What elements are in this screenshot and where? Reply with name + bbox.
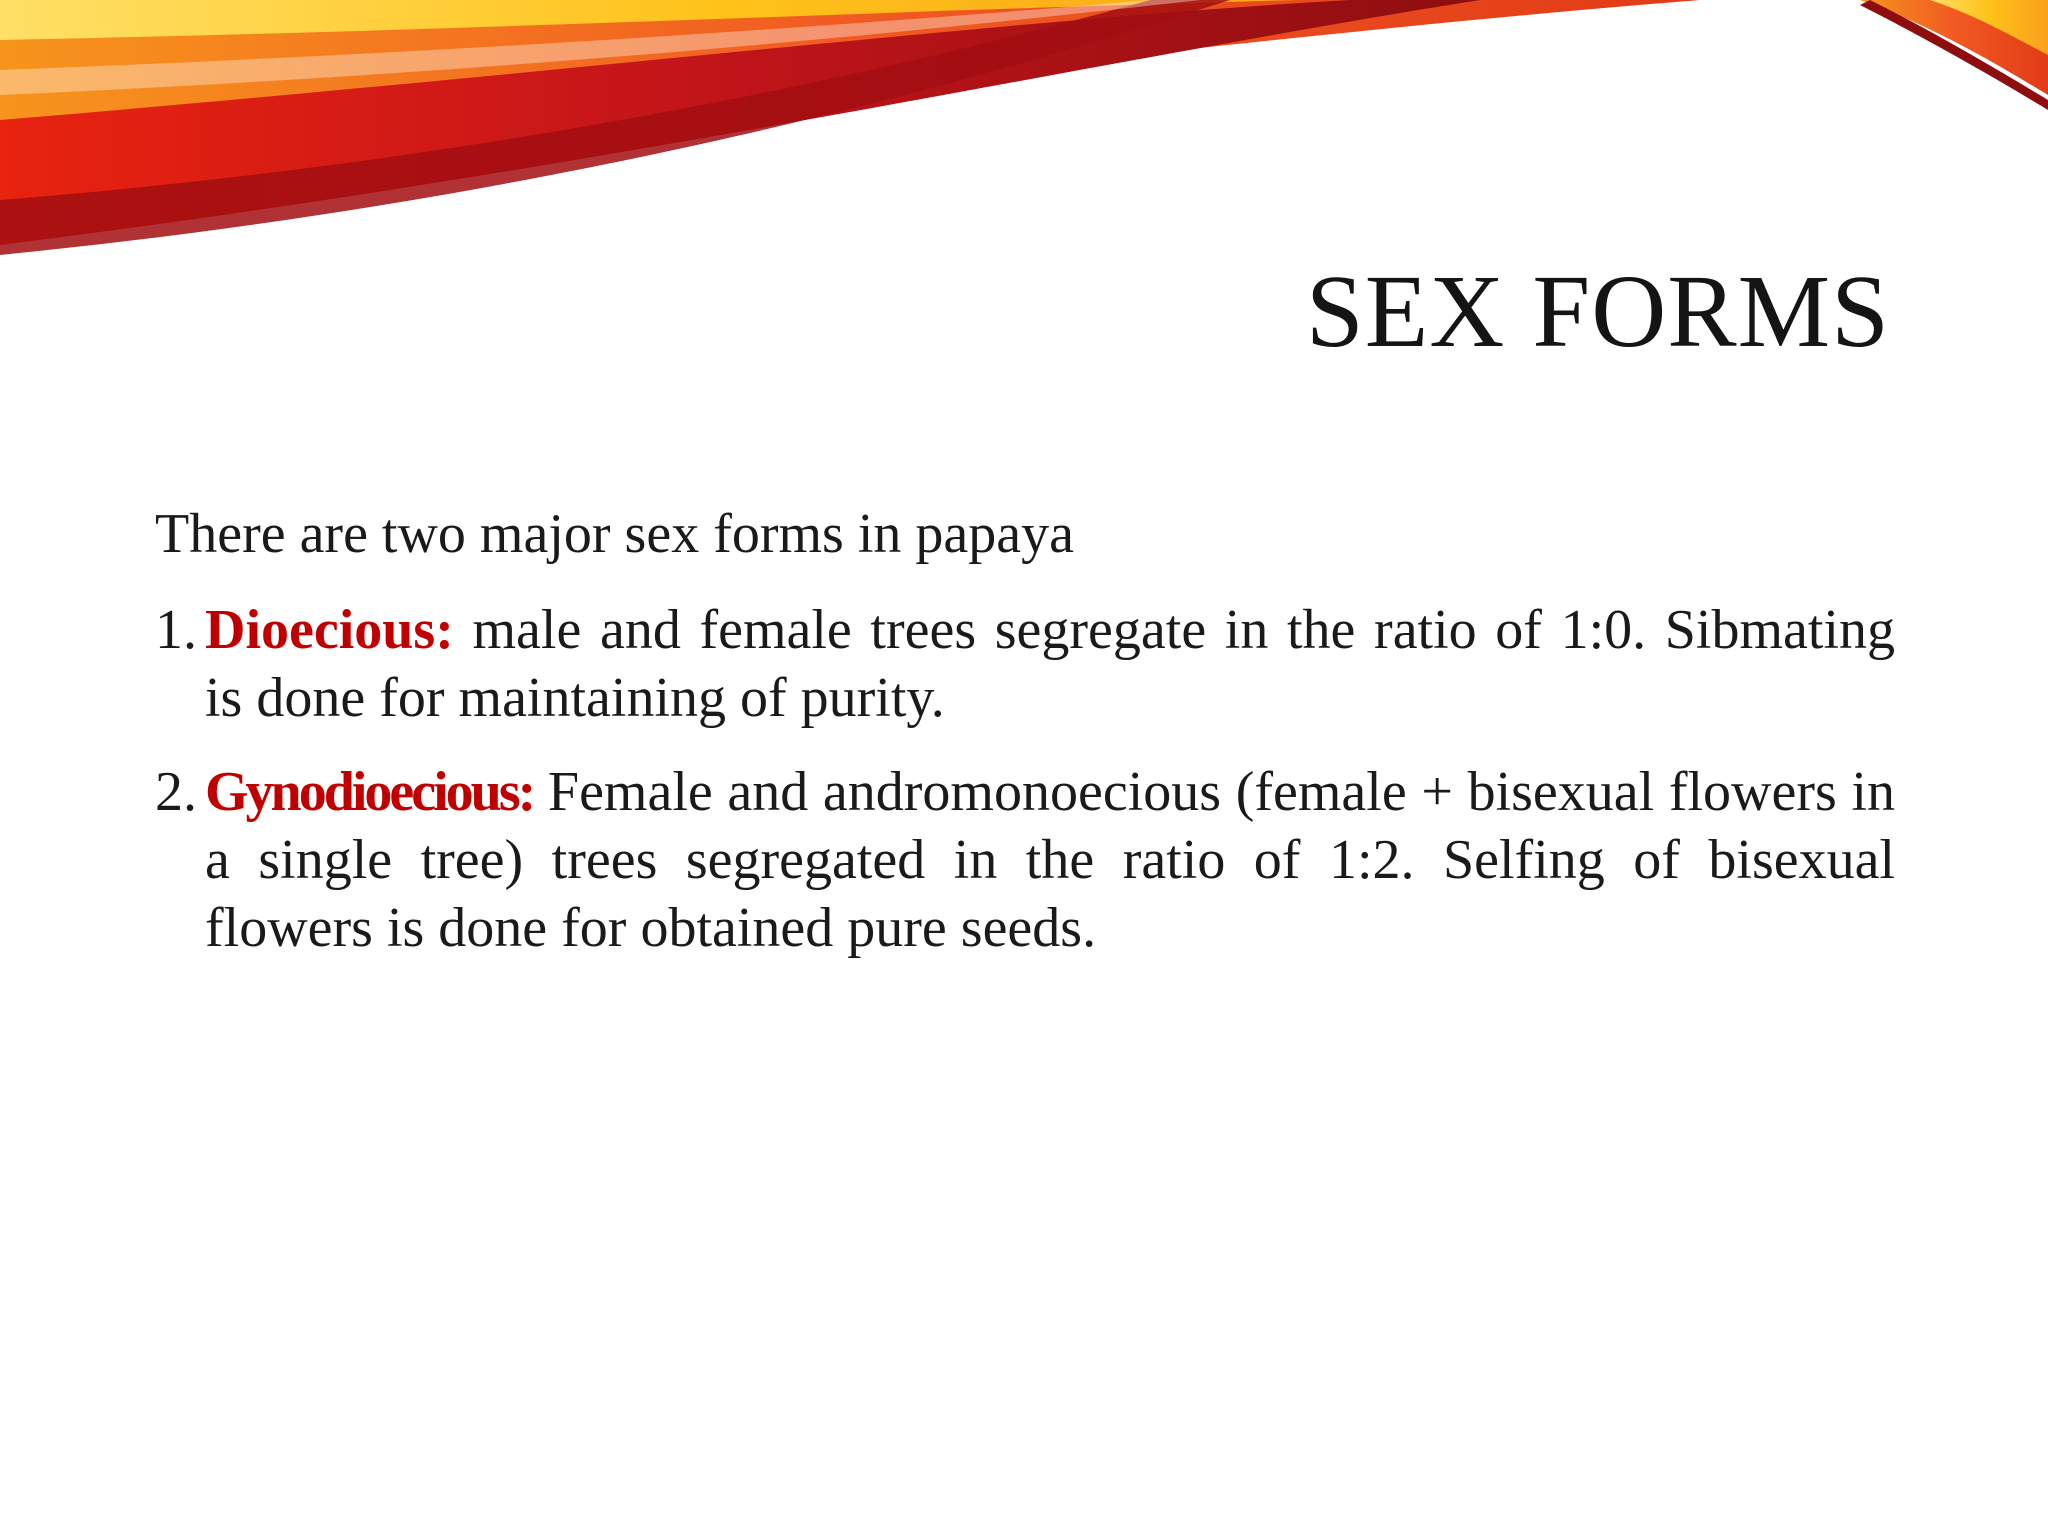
list-item: [155, 596, 1895, 732]
term-gynodioecious: Gynodioecious:: [205, 761, 534, 823]
item-number: 2.: [155, 761, 197, 823]
swoosh-decoration: [0, 0, 2048, 260]
item-description: male and female trees segregate in the ratio of 1:0. Sibmating is done for maintaining of purity.: [205, 599, 1896, 729]
item-description: Female and andromonoecious (female + bisexual flowers in a single tree) trees segregated in the ratio of 1:2. Selfing of bisexual flowers is done for obtained pure seeds.: [205, 761, 1895, 959]
list-item: [155, 758, 1895, 962]
intro-text: There are two major sex forms in papaya: [155, 503, 1074, 565]
slide-body: [155, 500, 1895, 988]
item-number: 1.: [155, 599, 197, 661]
slide-title: SEX FORMS: [1305, 254, 1890, 369]
term-dioecious: Dioecious:: [205, 599, 454, 661]
